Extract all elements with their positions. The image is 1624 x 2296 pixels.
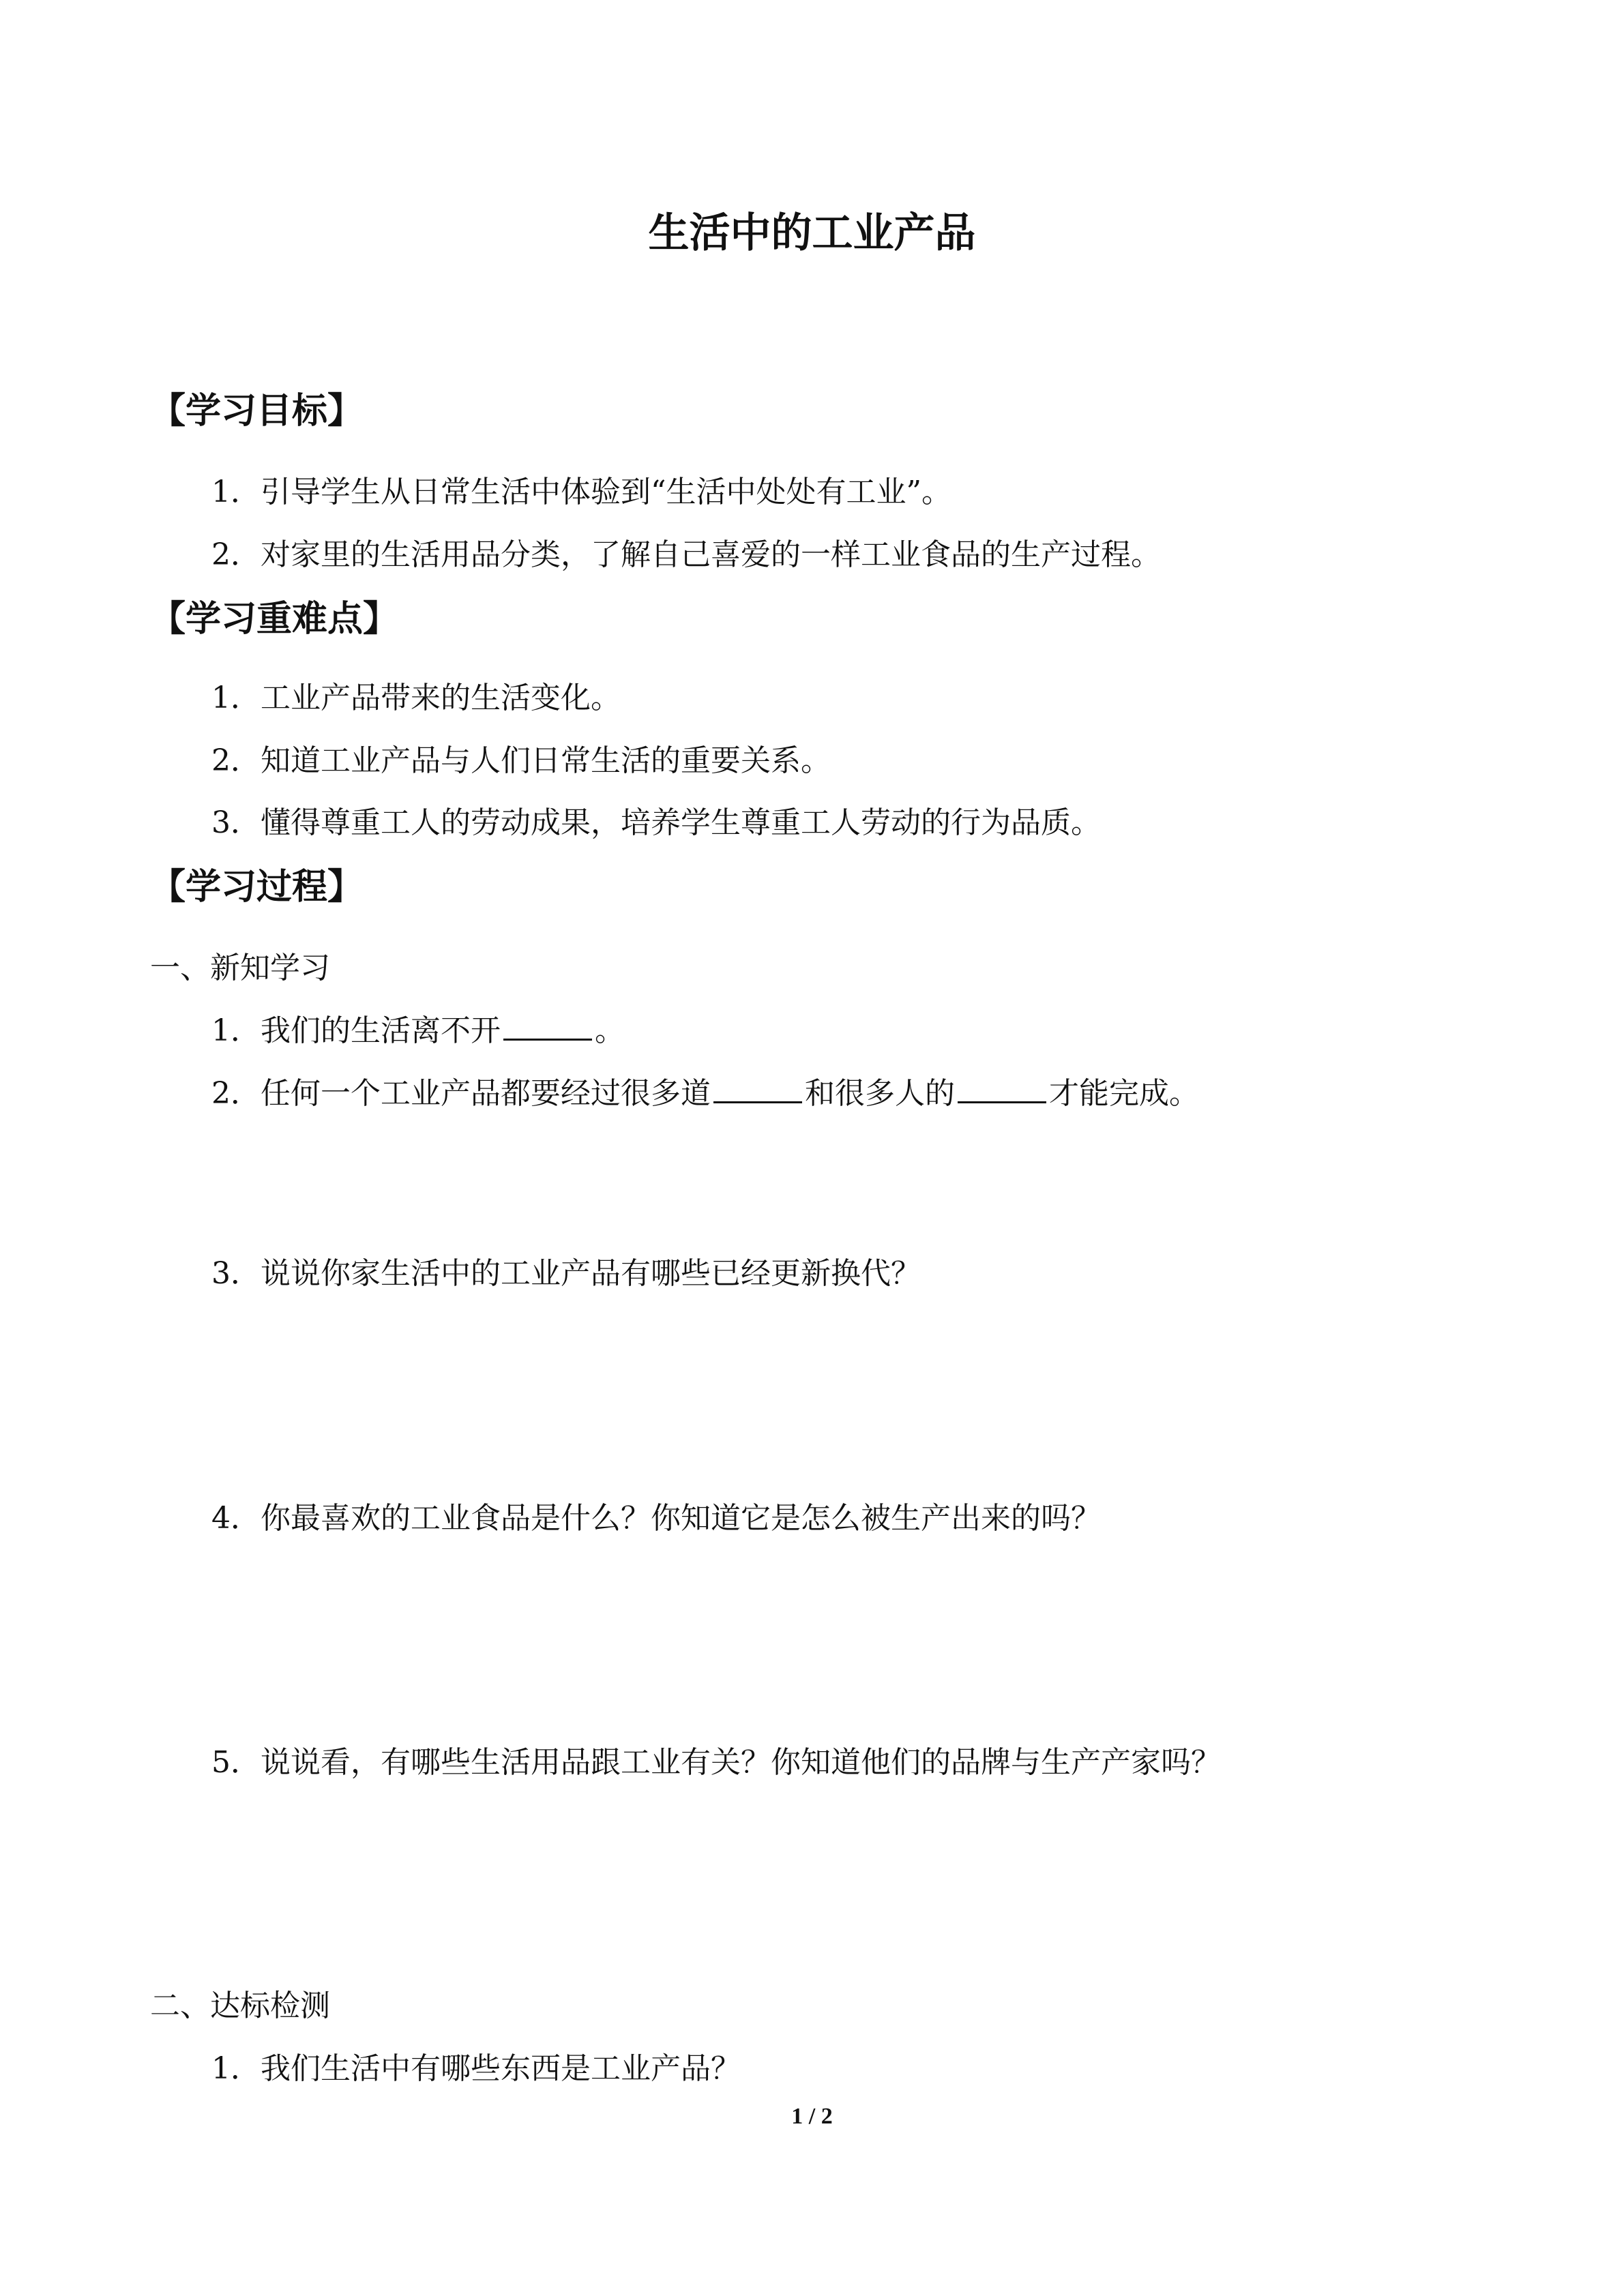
question-text: 。 [595, 1013, 625, 1048]
question-text: 2．任何一个工业产品都要经过很多道 [211, 1076, 711, 1111]
question-fill-1 [211, 1009, 625, 1053]
question-3: 3．说说你家生活中的工业产品有哪些已经更新换代？ [211, 1256, 921, 1291]
key-point-item-2: 2．知道工业产品与人们日常生活的重要关系。 [211, 743, 831, 778]
question-text: 和很多人的 [805, 1076, 955, 1111]
question-4: 4．你最喜欢的工业食品是什么？你知道它是怎么被生产出来的吗？ [211, 1501, 1101, 1536]
part-label-assessment: 二、达标检测 [150, 1988, 330, 2023]
answer-blank[interactable] [713, 1074, 802, 1103]
section-heading-process: 【学习过程】 [150, 867, 364, 908]
assessment-question-1: 1．我们生活中有哪些东西是工业产品？ [211, 2051, 741, 2086]
question-fill-2 [211, 1072, 1199, 1116]
question-5: 5．说说看，有哪些生活用品跟工业有关？你知道他们的品牌与生产产家吗？ [211, 1745, 1221, 1780]
key-point-item-3: 3．懂得尊重工人的劳动成果，培养学生尊重工人劳动的行为品质。 [211, 805, 1101, 840]
answer-blank[interactable] [958, 1074, 1046, 1103]
key-point-item-1: 1．工业产品带来的生活变化。 [211, 681, 621, 715]
page-title: 生活中的工业产品 [648, 209, 976, 257]
section-heading-goals: 【学习目标】 [150, 391, 364, 432]
part-label-new-knowledge: 一、新知学习 [150, 951, 330, 985]
question-text: 才能完成。 [1049, 1076, 1199, 1111]
goal-item-2: 2．对家里的生活用品分类，了解自己喜爱的一样工业食品的生产过程。 [211, 537, 1161, 572]
question-text: 1．我们的生活离不开 [211, 1013, 501, 1048]
goal-item-1: 1．引导学生从日常生活中体验到“生活中处处有工业”。 [211, 475, 951, 509]
page-number: 1 / 2 [791, 2104, 833, 2129]
answer-blank[interactable] [503, 1011, 592, 1041]
section-heading-key-points: 【学习重难点】 [150, 599, 399, 640]
